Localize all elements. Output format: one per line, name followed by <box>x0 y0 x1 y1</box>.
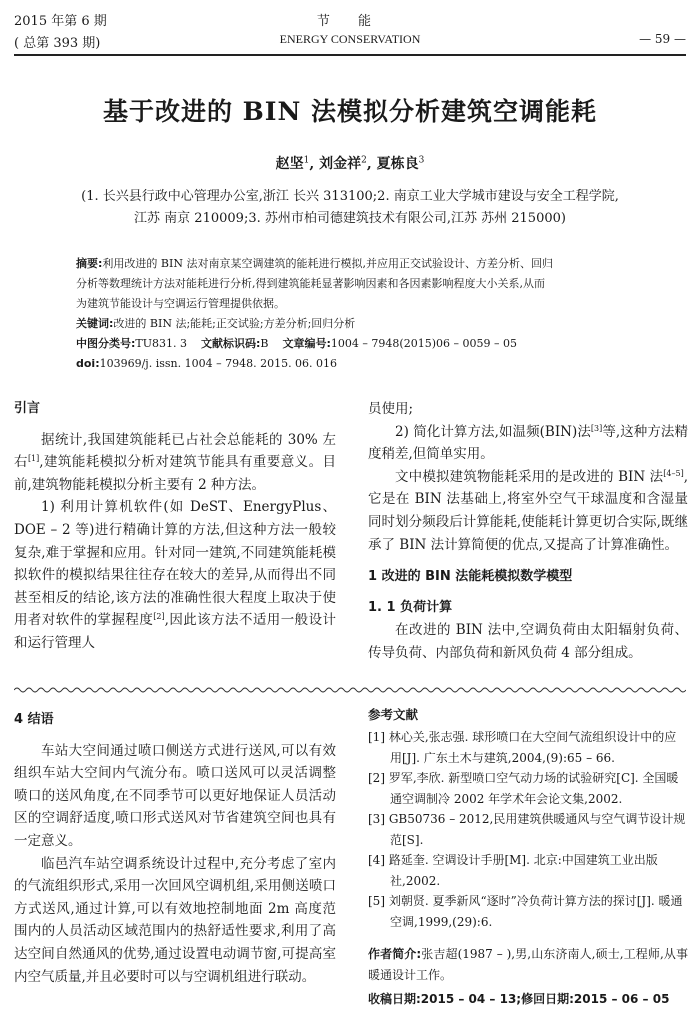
paragraph: 据统计,我国建筑能耗已占社会总能耗的 30% 左右[1],建筑能耗模拟分析对建筑节能具有重要意义。目前,建筑物能耗模拟分析主要有 2 种方法。 <box>14 431 337 493</box>
abstract-label: 摘要: <box>76 257 103 270</box>
author-mark: 3 <box>418 155 425 166</box>
reference-item: [1] 林心关,张志强. 球形喷口在大空间气流组织设计中的应用[J]. 广东土木与建筑,2004,(9):65 – 66. <box>368 730 677 765</box>
journal-name-en: ENERGY CONSERVATION <box>279 32 421 46</box>
author-mark: 1 <box>303 155 310 166</box>
method-column <box>368 398 688 665</box>
article-no-label: 文章编号: <box>282 337 331 350</box>
paragraph: 文中模拟建筑物能耗采用的是改进的 BIN 法[4–5],它是在 BIN 法基础上,将室外空气干球温度和含湿量同时划分频段后计算能耗,使能耗计算更切合实际,既继承了 BIN 法计算简便的优点,又提高了计算准确性。 <box>368 468 688 553</box>
author-name: 夏栋良 <box>376 156 419 172</box>
page-header <box>14 10 686 56</box>
citation: [1] <box>27 454 40 464</box>
doc-code-label: 文献标识码: <box>201 337 261 350</box>
section-heading: 引言 <box>14 401 41 416</box>
author-mark: 2 <box>361 155 367 166</box>
affiliations <box>30 186 670 230</box>
references-column <box>368 703 688 1010</box>
total-issue: ( 总第 393 期) <box>14 36 101 51</box>
page-number: — 59 — <box>639 32 686 46</box>
classification: 中图分类号:TU831. 3 文献标识码:B 文章编号:1004 – 7948(2015)06 – 0059 – 05 <box>76 337 517 350</box>
section-heading: 4 结语 <box>14 712 54 727</box>
reference-item: [2] 罗军,李欣. 新型喷口空气动力场的试验研究[C]. 全国暖通空调制冷 2002 年学术年会论文集,2002. <box>368 771 679 806</box>
author-bio: 作者简介:张吉超(1987 – ),男,山东济南人,硕士,工程师,从事暖通设计工作。 <box>368 947 688 982</box>
author-name: 赵坚 <box>275 156 304 172</box>
received-dates: 收稿日期:2015 – 04 – 13;修回日期:2015 – 06 – 05 <box>368 992 670 1006</box>
paragraph: 在改进的 BIN 法中,空调负荷由太阳辐射负荷、传导负荷、内部负荷和新风负荷 4 部分组成。 <box>368 622 688 661</box>
reference-item: [3] GB50736 – 2012,民用建筑供暖通风与空气调节设计规范[S]. <box>368 812 686 847</box>
author-name: 刘金祥 <box>319 156 362 172</box>
references-heading: 参考文献 <box>368 707 419 722</box>
abstract-line: 为建筑节能设计与空调运行管理提供依据。 <box>76 297 285 310</box>
abstract-block <box>76 254 644 374</box>
intro-column <box>14 398 336 655</box>
paragraph: 临邑汽车站空调系统设计过程中,充分考虑了室内的气流组织形式,采用一次回风空调机组,采用侧送喷口方式送风,通过计算,可以有效地控制地面 2m 高度范围内的人员活动区域范围内的热舒适性要求,利用了高达空间自然通风的优势,通过设置电动调节窗,可提高室内空气质量,并且必要时可以与空调机组进行联动。 <box>14 855 336 985</box>
affiliation-line: 江苏 南京 210009;3. 苏州市柏司德建筑技术有限公司,江苏 苏州 215000) <box>134 211 566 226</box>
paragraph: 1) 利用计算机软件(如 DeST、EnergyPlus、DOE – 2 等)进行精确计算的方法,但这种方法一般较复杂,难于掌握和应用。针对同一建筑,不同建筑能耗模拟软件的模拟结果往往存在较大的差异,从而得出不同甚至相反的结论,该方法的准确性很大程度上取决于使用者对软件的掌握程度[2],因此该方法不适用一般设计和运行管理人 <box>14 499 337 651</box>
header-rule <box>14 54 686 56</box>
doi-label: doi: <box>76 357 100 370</box>
journal-name-cn: 节 能 <box>316 14 384 29</box>
issue-info: 2015 年第 6 期 <box>14 14 107 29</box>
affiliation-line: (1. 长兴县行政中心管理办公室,浙江 长兴 313100;2. 南京工业大学城市建设与安全工程学院, <box>81 189 619 204</box>
reference-item: [4] 路延奎. 空调设计手册[M]. 北京:中国建筑工业出版社,2002. <box>368 853 658 888</box>
conclusion-column <box>14 709 336 988</box>
clc-label: 中图分类号: <box>76 337 136 350</box>
citation: [3] <box>590 423 603 433</box>
abstract-line: 摘要:利用改进的 BIN 法对南京某空调建筑的能耗进行模拟,并应用正交试验设计、方差分析、回归 <box>76 257 553 270</box>
keywords-label: 关键词: <box>76 317 114 330</box>
paragraph: 车站大空间通过喷口侧送方式进行送风,可以有效组织车站大空间内气流分布。喷口送风可以灵活调整喷口的送风角度,在不同季节可以更好地保证人员活动区的空调舒适度,喷口形式送风对节省建筑空间也具有一定意义。 <box>14 742 336 849</box>
article-title: 基于改进的 BIN 法模拟分析建筑空调能耗 <box>102 97 598 126</box>
keywords: 关键词:改进的 BIN 法;能耗;正交试验;方差分析;回归分析 <box>76 317 356 330</box>
subsection-heading: 1. 1 负荷计算 <box>368 599 453 615</box>
citation: [2] <box>153 612 165 622</box>
section-heading: 1 改进的 BIN 法能耗模拟数学模型 <box>368 569 573 585</box>
author-list: 赵坚$^1$, 刘金祥$^2$, 夏栋良$^3$ <box>275 155 425 172</box>
paragraph: 2) 简化计算方法,如温频(BIN)法[3]等,这种方法精度稍差,但简单实用。 <box>368 423 689 463</box>
bio-label: 作者简介: <box>368 947 422 961</box>
reference-item: [5] 刘朝贤. 夏季新风“逐时”冷负荷计算方法的探讨[J]. 暖通空调,1999,(29):6. <box>368 894 683 929</box>
doi: doi:103969/j. issn. 1004 – 7948. 2015. 06. 016 <box>76 357 338 370</box>
paragraph: 员使用; <box>368 401 414 417</box>
wavy-divider <box>14 685 686 695</box>
citation: [4–5] <box>663 468 684 478</box>
abstract-line: 分析等数理统计方法对能耗进行分析,得到建筑能耗显著影响因素和各因素影响程度大小关系,从而 <box>76 277 545 290</box>
